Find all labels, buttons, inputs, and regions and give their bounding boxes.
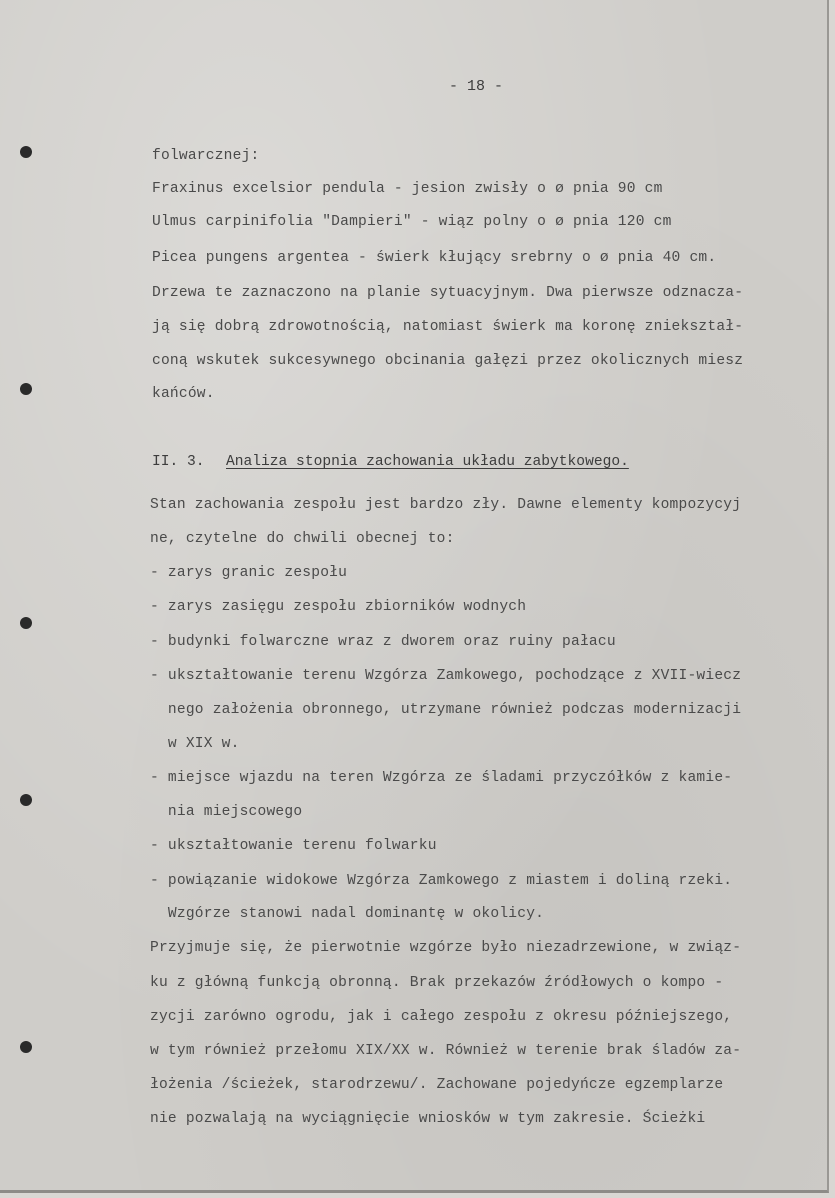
list-item: - miejsce wjazdu na teren Wzgórza ze śladami przyczółków z kamie- [150,770,733,786]
text-line: Fraxinus excelsior pendula - jesion zwisły o ø pnia 90 cm [152,181,663,197]
list-item: - zarys zasięgu zespołu zbiorników wodnych [150,599,527,615]
section-number: II. 3. [152,454,205,470]
list-item-continuation: Wzgórze stanowi nadal dominantę w okolicy. [150,906,545,922]
list-item: - zarys granic zespołu [150,565,348,581]
text-line: Ulmus carpinifolia "Dampieri" - wiąz polny o ø pnia 120 cm [152,214,672,230]
page-number: - 18 - [449,78,504,95]
text-line: kańców. [152,386,215,402]
list-item-continuation: nia miejscowego [150,804,303,820]
list-item: - ukształtowanie terenu folwarku [150,838,437,854]
punch-hole-icon [20,1041,32,1053]
text-line: łożenia /ścieżek, starodrzewu/. Zachowane pojedyńcze egzemplarze [150,1077,724,1093]
list-item-continuation: nego założenia obronnego, utrzymane również podczas modernizacji [150,702,742,718]
list-item: - ukształtowanie terenu Wzgórza Zamkowego, pochodzące z XVII-wiecz [150,668,742,684]
section-title: Analiza stopnia zachowania układu zabytkowego. [226,454,629,470]
text-line: coną wskutek sukcesywnego obcinania gałęzi przez okolicznych miesz [152,353,744,369]
text-line: ne, czytelne do chwili obecnej to: [150,531,455,547]
text-line: ją się dobrą zdrowotnością, natomiast świerk ma koronę zniekształ- [152,319,744,335]
text-line: Drzewa te zaznaczono na planie sytuacyjnym. Dwa pierwsze odznacza- [152,285,744,301]
text-line: w tym również przełomu XIX/XX w. Również w terenie brak śladów za- [150,1043,742,1059]
text-line: ku z główną funkcją obronną. Brak przekazów źródłowych o kompo - [150,975,724,991]
punch-hole-icon [20,617,32,629]
text-line: folwarcznej: [152,148,260,164]
punch-hole-icon [20,146,32,158]
text-line: Przyjmuje się, że pierwotnie wzgórze było niezadrzewione, w związ- [150,940,742,956]
list-item-continuation: w XIX w. [150,736,240,752]
punch-hole-icon [20,794,32,806]
list-item: - powiązanie widokowe Wzgórza Zamkowego z miastem i doliną rzeki. [150,873,733,889]
list-item: - budynki folwarczne wraz z dworem oraz ruiny pałacu [150,634,616,650]
punch-hole-icon [20,383,32,395]
text-line: nie pozwalają na wyciągnięcie wniosków w tym zakresie. Ścieżki [150,1111,706,1127]
text-line: zycji zarówno ogrodu, jak i całego zespołu z okresu późniejszego, [150,1009,733,1025]
text-line: Picea pungens argentea - świerk kłujący srebrny o ø pnia 40 cm. [152,250,717,266]
text-line: Stan zachowania zespołu jest bardzo zły. Dawne elementy kompozycyj [150,497,742,513]
